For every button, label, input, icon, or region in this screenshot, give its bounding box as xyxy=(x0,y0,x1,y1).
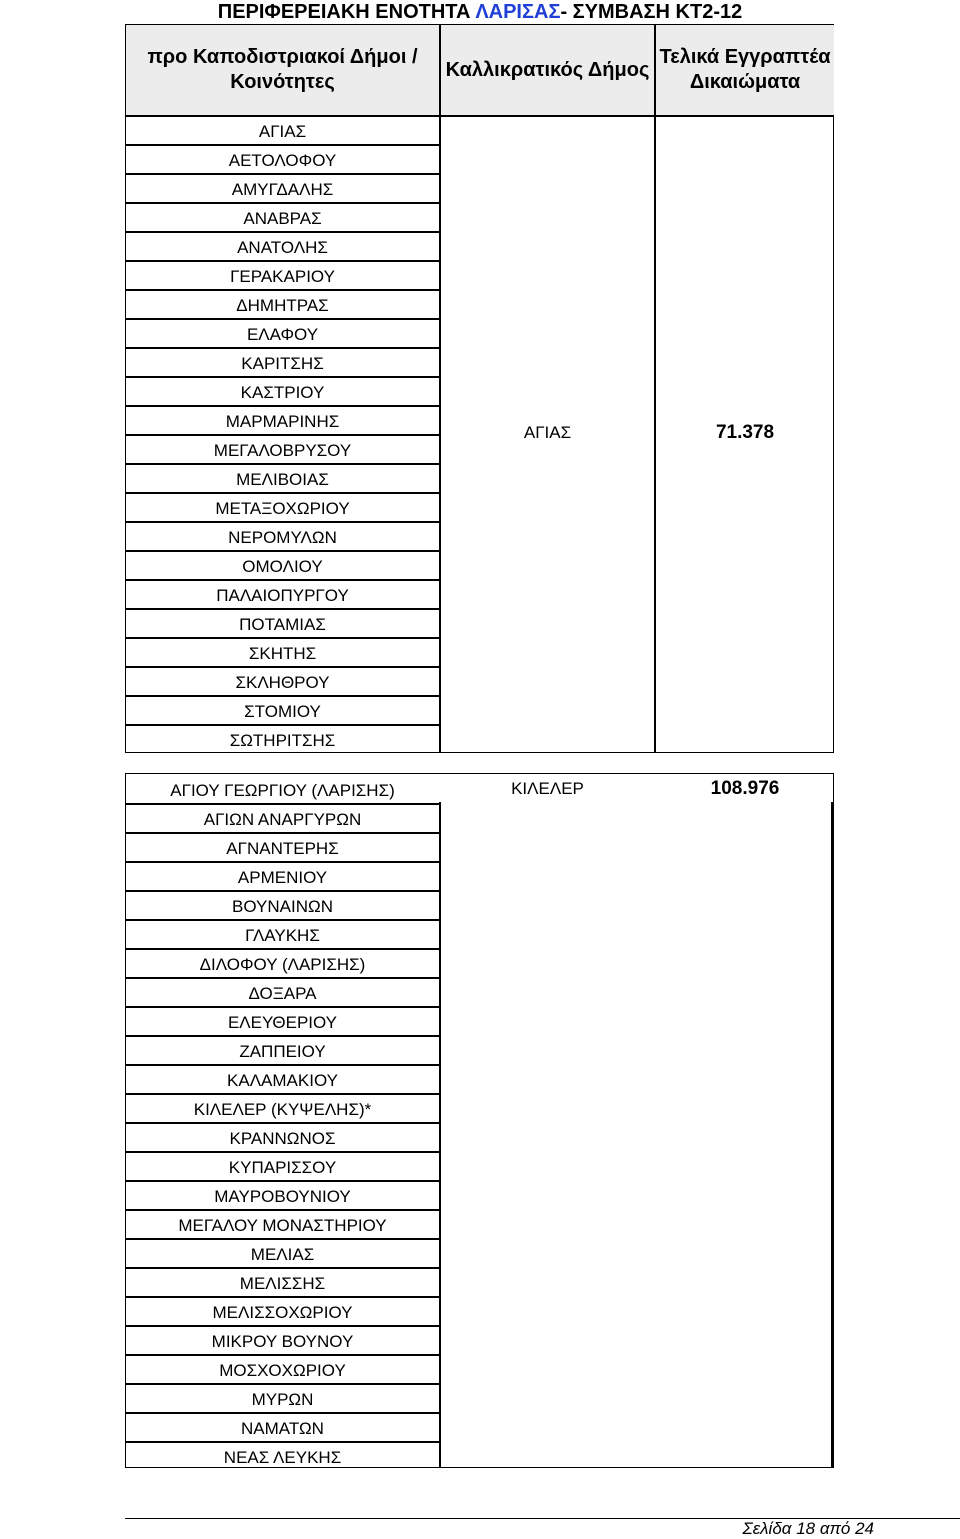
community-row: ΑΕΤΟΛΟΦΟΥ xyxy=(126,146,439,175)
community-row: ΑΡΜΕΝΙΟΥ xyxy=(126,863,439,892)
community-row: ΕΛΑΦΟΥ xyxy=(126,320,439,349)
community-row: ΔΗΜΗΤΡΑΣ xyxy=(126,291,439,320)
column-divider xyxy=(439,802,441,1467)
community-row: ΑΜΥΓΔΑΛΗΣ xyxy=(126,175,439,204)
rights-value: 71.378 xyxy=(715,422,775,443)
community-row: ΚΑΡΙΤΣΗΣ xyxy=(126,349,439,378)
community-row: ΜΥΡΩΝ xyxy=(126,1385,439,1414)
community-row: ΑΝΑΒΡΑΣ xyxy=(126,204,439,233)
community-row: ΠΑΛΑΙΟΠΥΡΓΟΥ xyxy=(126,581,439,610)
header-dimos: Καλλικρατικός Δήμος xyxy=(441,25,654,117)
community-row: ΕΛΕΥΘΕΡΙΟΥ xyxy=(126,1008,439,1037)
title-highlight: ΛΑΡΙΣΑΣ xyxy=(475,1,561,23)
title-prefix: ΠΕΡΙΦΕΡΕΙΑΚΗ ΕΝΟΤΗΤΑ xyxy=(217,1,476,23)
community-row: ΣΩΤΗΡΙΤΣΗΣ xyxy=(229,731,336,750)
table-block-agias xyxy=(125,24,834,753)
dimos-cell: ΚΙΛΕΛΕΡ xyxy=(511,779,584,798)
dimos-cell: ΑΓΙΑΣ xyxy=(523,423,572,442)
community-row: ΑΓΙΩΝ ΑΝΑΡΓΥΡΩΝ xyxy=(126,805,439,834)
column-divider xyxy=(654,25,656,752)
community-list xyxy=(126,776,439,1472)
community-row: ΜΟΣΧΟΧΩΡΙΟΥ xyxy=(126,1356,439,1385)
community-row: ΚΡΑΝΝΩΝΟΣ xyxy=(126,1124,439,1153)
community-row: ΝΕΡΟΜΥΛΩΝ xyxy=(126,523,439,552)
community-row: ΠΟΤΑΜΙΑΣ xyxy=(126,610,439,639)
page-number: Σελίδα 18 από 24 xyxy=(742,1519,874,1538)
community-row: ΣΤΟΜΙΟΥ xyxy=(126,697,439,726)
community-row: ΣΚΗΤΗΣ xyxy=(126,639,439,668)
community-row: ΜΑΥΡΟΒΟΥΝΙΟΥ xyxy=(126,1182,439,1211)
table-block-kileler xyxy=(125,773,834,1468)
community-row: ΑΓΙΟΥ ΓΕΩΡΓΙΟΥ (ΛΑΡΙΣΗΣ) xyxy=(126,776,439,805)
community-row: ΚΥΠΑΡΙΣΣΟΥ xyxy=(126,1153,439,1182)
community-row: ΝΑΜΑΤΩΝ xyxy=(126,1414,439,1443)
community-list xyxy=(126,117,439,755)
community-row: ΜΕΛΙΣΣΗΣ xyxy=(126,1269,439,1298)
column-divider xyxy=(439,25,441,752)
community-row: ΣΚΛΗΘΡΟΥ xyxy=(126,668,439,697)
community-row: ΖΑΠΠΕΙΟΥ xyxy=(126,1037,439,1066)
community-row: ΟΜΟΛΙΟΥ xyxy=(126,552,439,581)
community-row: ΓΕΡΑΚΑΡΙΟΥ xyxy=(126,262,439,291)
community-row: ΒΟΥΝΑΙΝΩΝ xyxy=(126,892,439,921)
community-row: ΜΕΓΑΛΟΥ ΜΟΝΑΣΤΗΡΙΟΥ xyxy=(126,1211,439,1240)
page-title xyxy=(0,0,960,24)
community-row: ΚΙΛΕΛΕΡ (ΚΥΨΕΛΗΣ)* xyxy=(126,1095,439,1124)
community-row: ΚΑΛΑΜΑΚΙΟΥ xyxy=(126,1066,439,1095)
community-row: ΑΝΑΤΟΛΗΣ xyxy=(126,233,439,262)
community-row: ΓΛΑΥΚΗΣ xyxy=(126,921,439,950)
community-row: ΝΕΑΣ ΛΕΥΚΗΣ xyxy=(223,1448,342,1467)
rights-value: 108.976 xyxy=(710,778,780,799)
community-row: ΜΕΛΙΣΣΟΧΩΡΙΟΥ xyxy=(126,1298,439,1327)
community-row: ΜΑΡΜΑΡΙΝΗΣ xyxy=(126,407,439,436)
community-row: ΜΙΚΡΟΥ ΒΟΥΝΟΥ xyxy=(126,1327,439,1356)
community-row: ΜΕΛΙΑΣ xyxy=(126,1240,439,1269)
community-row: ΜΕΛΙΒΟΙΑΣ xyxy=(126,465,439,494)
header-communities: προ Καποδιστριακοί Δήμοι / Κοινότητες xyxy=(126,25,439,117)
community-row: ΚΑΣΤΡΙΟΥ xyxy=(126,378,439,407)
community-row: ΜΕΓΑΛΟΒΡΥΣΟΥ xyxy=(126,436,439,465)
title-suffix: - ΣΥΜΒΑΣΗ ΚΤ2-12 xyxy=(560,1,743,23)
column-divider xyxy=(831,802,833,1467)
community-row: ΑΓΝΑΝΤΕΡΗΣ xyxy=(126,834,439,863)
community-row: ΔΟΞΑΡΑ xyxy=(126,979,439,1008)
header-rights: Τελικά Εγγραπτέα Δικαιώματα xyxy=(656,25,834,117)
community-row: ΔΙΛΟΦΟΥ (ΛΑΡΙΣΗΣ) xyxy=(126,950,439,979)
community-row: ΑΓΙΑΣ xyxy=(126,117,439,146)
community-row: ΜΕΤΑΞΟΧΩΡΙΟΥ xyxy=(126,494,439,523)
